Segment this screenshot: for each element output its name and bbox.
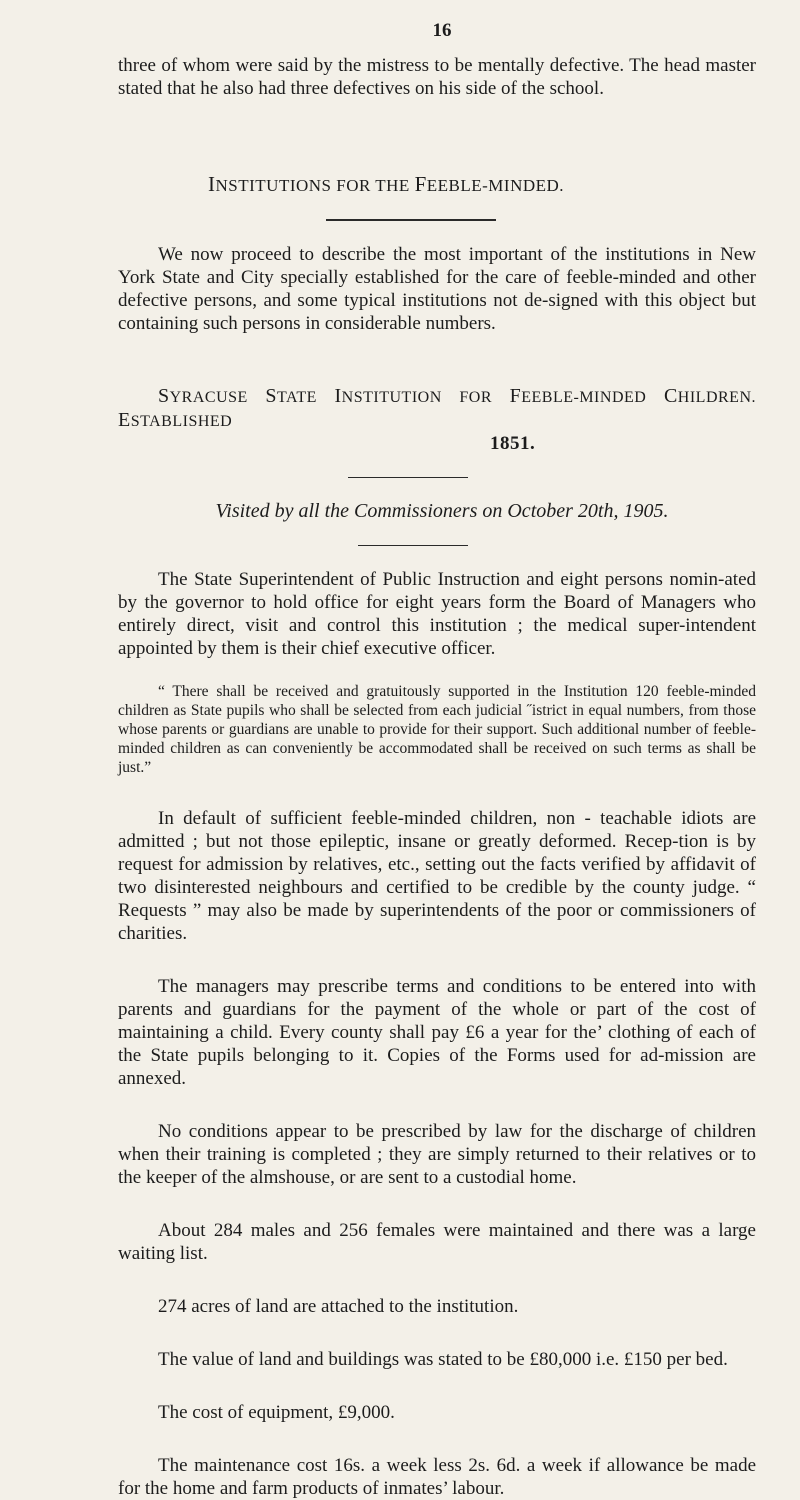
paragraph-institutions-intro: We now proceed to describe the most important of the institutions in New York State and City specially established for the care of feeble-minded and other defective persons, and some typical institutions not de-signed with this object but containing such persons in considerable numbers. xyxy=(118,244,756,334)
established-year: 1851. xyxy=(490,433,536,454)
paragraph-admission: In default of sufficient feeble-minded children, non - teachable idiots are admitted ; but not those epileptic, insane or greatly deformed. Recep-tion is by request for admission by relatives, etc., setting out the facts verified by affidavit of two disinterested neighbours and certified to be credible by the county judge. “ Requests ” may also be made by superintendents of the poor or commissioners of charities. xyxy=(118,808,756,944)
heading-text: HILDREN. xyxy=(677,389,756,406)
heading-letter: I xyxy=(334,385,342,407)
heading-letter: I xyxy=(208,172,216,196)
heading-text: EEBLE-MINDED. xyxy=(426,176,565,195)
quoted-statute: “ There shall be received and gratuitously supported in the Institution 120 feeble-minded children as State pupils who shall be selected from each judicial ˝istrict in equal numbers, from those whose parents or guardians are unable to provide for their support. Such additional number of feeble-minded children as can conveniently be accommodated shall be received on such terms as shall be just.” xyxy=(118,683,756,776)
visited-line: Visited by all the Commissioners on October 20th, 1905. xyxy=(215,500,669,522)
paragraph-board-of-managers: The State Superintendent of Public Instruction and eight persons nomin-ated by the governor to hold office for eight years form the Board of Managers who entirely direct, visit and control this institution ; the medical super-intendent appointed by them is their chief executive officer. xyxy=(118,569,756,659)
paragraph-land: 274 acres of land are attached to the institution. xyxy=(158,1296,519,1317)
page-number: 16 xyxy=(432,20,452,41)
paragraph-payment-terms: The managers may prescribe terms and conditions to be entered into with parents and guardians for the payment of the whole or part of the cost of maintaining a child. Every county shall pay £6 a year for the’ clothing of each of the State pupils belonging to it. Copies of the Forms used for ad-mission are annexed. xyxy=(118,976,756,1089)
heading-text: STABLISHED xyxy=(130,413,233,430)
paragraph-inmates-count: About 284 males and 256 females were maintained and there was a large waiting list. xyxy=(118,1220,756,1264)
heading-letter: F xyxy=(414,172,427,196)
heading-text: NSTITUTIONS FOR THE xyxy=(215,176,415,195)
section-heading xyxy=(118,385,756,455)
main-heading xyxy=(118,172,756,197)
heading-text: NSTITUTION FOR xyxy=(341,389,510,406)
heading-letter: C xyxy=(663,385,678,407)
paragraph-equipment: The cost of equipment, £9,000. xyxy=(158,1402,395,1423)
heading-letter: F xyxy=(509,385,522,407)
paragraph-maintenance: The maintenance cost 16s. a week less 2s. 6d. a week if allowance be made for the home and farm products of inmates’ labour. xyxy=(118,1455,756,1499)
heading-text: TATE xyxy=(277,389,335,406)
heading-text: YRACUSE xyxy=(169,389,266,406)
heading-text: EEBLE-MINDED xyxy=(521,389,664,406)
paragraph-discharge: No conditions appear to be prescribed by law for the discharge of children when their training is completed ; they are simply returned to their relatives or to the keeper of the almshouse, or are sent to a custodial home. xyxy=(118,1121,756,1188)
intro-paragraph: three of whom were said by the mistress to be mentally defective. The head master stated that he also had three defectives on his side of the school. xyxy=(118,55,756,99)
paragraph-value: The value of land and buildings was stated to be £80,000 i.e. £150 per bed. xyxy=(158,1349,728,1370)
heading-letter: S xyxy=(158,385,170,407)
heading-letter: S xyxy=(265,385,278,407)
heading-letter: E xyxy=(118,409,131,431)
